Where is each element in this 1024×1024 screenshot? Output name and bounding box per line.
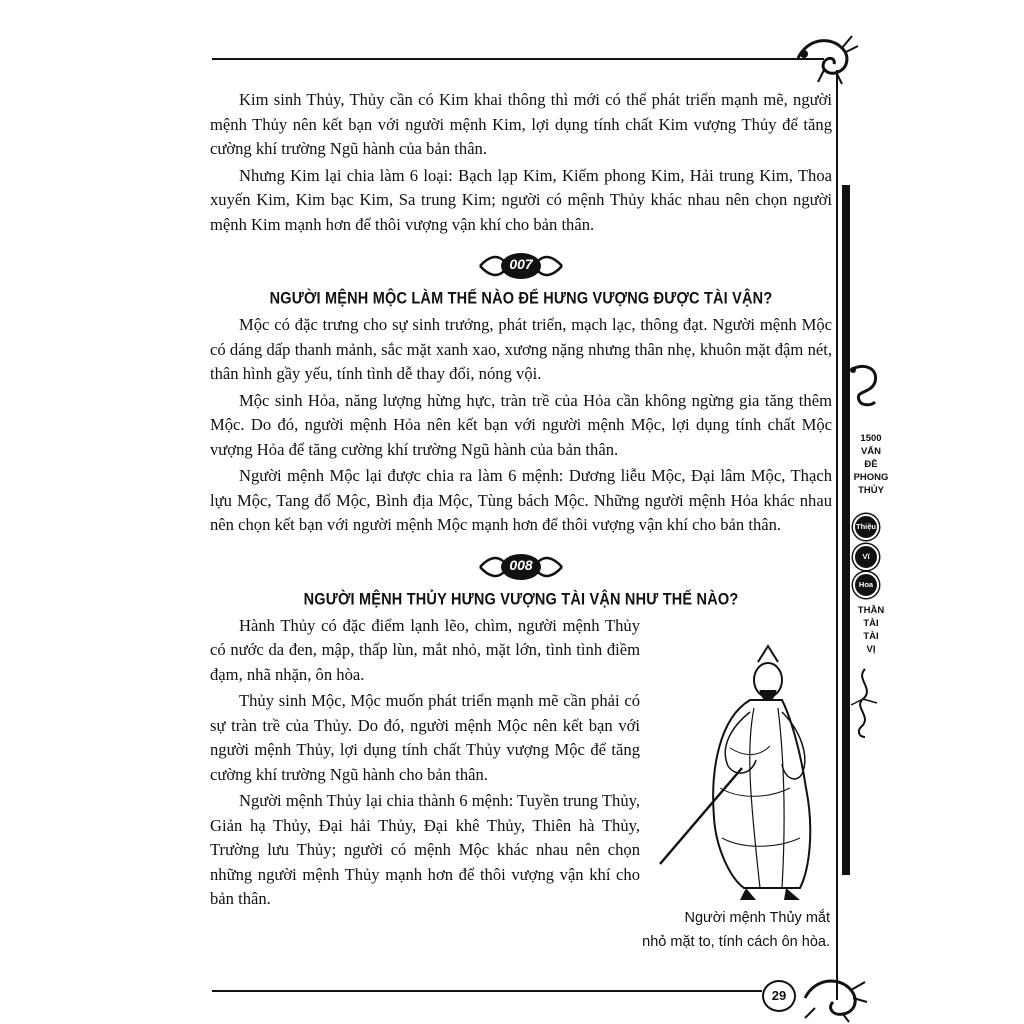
dragon-ornament-top-icon — [790, 28, 860, 88]
section007-paragraph-1: Mộc có đặc trưng cho sự sinh trưởng, phát triển, mạch lạc, thông đạt. Người mệnh Mộc có dáng dấp thanh mảnh, sắc mặt xanh xao, xương nặng nhưng thân nhẹ, khuôn mặt đậm nét, thân hình gầy yếu, tính tình dễ thay đổi, nóng vội. — [210, 315, 832, 383]
scholar-illustration — [650, 638, 830, 938]
section008-body — [210, 614, 832, 912]
section007-paragraph-2: Mộc sinh Hỏa, năng lượng hừng hực, tràn trề của Hỏa cần không ngừng gia tăng thêm Mộc. Do đó, người mệnh Hỏa nên kết bạn với người mệnh Mộc, lợi dụng tính chất Mộc vượng Hỏa để tăng cường khí trường Ngũ hành của bản thân. — [210, 390, 832, 459]
side-tab-circle-2: Vĩ — [853, 544, 879, 570]
frame-bottom-line — [212, 990, 762, 992]
phoenix-ornament-icon — [845, 665, 885, 740]
caption-line-2: nhỏ mặt to, tính cách ôn hòa. — [642, 934, 830, 950]
caption-line-1: Người mệnh Thủy mắt — [684, 910, 830, 926]
section-badge-007 — [476, 249, 566, 283]
side-tab-title — [848, 432, 894, 497]
page-number: 29 — [762, 980, 796, 1012]
section008-text-column — [210, 614, 640, 912]
page-content — [210, 88, 832, 914]
figure-caption — [640, 906, 830, 954]
section-number: 007 — [509, 256, 533, 272]
side-tab-line-2: VẤN — [860, 446, 882, 457]
side-tab-subtitle — [848, 604, 894, 656]
side-tab-circle-3: Hoa — [853, 572, 879, 598]
side-tab-line-4: PHONG — [853, 472, 889, 483]
side-tab-line-3: ĐỀ — [864, 459, 878, 470]
section-number: 008 — [509, 556, 533, 573]
section-title-008: NGƯỜI MỆNH THỦY HƯNG VƯỢNG TÀI VẬN NHƯ THẾ NÀO? — [303, 590, 739, 609]
dragon-ornament-side-icon — [845, 360, 885, 410]
side-tab-sub-2: TÀI — [863, 618, 879, 629]
section007-paragraph-3: Người mệnh Mộc lại được chia ra làm 6 mệnh: Dương liễu Mộc, Đại lâm Mộc, Thạch lựu Mộc, Tang đố Mộc, Bình địa Mộc, Tùng bách Mộc. Những người mệnh Hỏa khác nhau nên chọn kết bạn với người mệnh Mộc mạnh hơn để thôi vượng vận khí cho bản thân. — [210, 466, 832, 534]
intro-paragraph-2: Nhưng Kim lại chia làm 6 loại: Bạch lạp Kim, Kiếm phong Kim, Hải trung Kim, Thoa xuyến Kim, Kim bạc Kim, Sa trung Kim; người có mệnh Thủy khác nhau nên chọn người mệnh Kim mạnh hơn để thôi vượng vận khí cho bản thân. — [210, 165, 832, 234]
side-tab-circle-1: Thiệu — [853, 514, 879, 540]
frame-top-line — [212, 58, 824, 60]
frame-right-line — [836, 70, 838, 1000]
section008-paragraph-2: Thủy sinh Mộc, Mộc muốn phát triển mạnh mẽ cần phải có sự tràn trề của Thủy. Do đó, người mệnh Mộc nên kết bạn với người mệnh Thủy, lợi dụng tính chất Thủy vượng Mộc để tăng cường khí trường Ngũ hành cho bản thân. — [210, 691, 640, 784]
section008-paragraph-3: Người mệnh Thủy lại chia thành 6 mệnh: Tuyền trung Thủy, Giản hạ Thủy, Đại hải Thủy, Đại khê Thủy, Thiên hà Thủy, Trường lưu Thủy; người có mệnh Mộc khác nhau nên chọn những người mệnh Thủy mạnh hơn để thôi vượng vận khí cho bản thân. — [210, 791, 640, 908]
section008-paragraph-1: Hành Thủy có đặc điểm lạnh lẽo, chìm, người mệnh Thủy có nước da đen, mập, thấp lùn, mắt nhỏ, mặt lớn, tình tình điềm đạm, nhã nhặn, ôn hòa. — [210, 615, 640, 684]
side-tab-sub-1: THẦN — [857, 605, 885, 616]
side-tab-sub-3: TÀI — [863, 631, 879, 642]
intro-paragraph-1: Kim sinh Thủy, Thủy cần có Kim khai thông thì mới có thể phát triển mạnh mẽ, người mệnh Thủy nên kết bạn với người mệnh Kim, lợi dụng tính chất Kim vượng Thủy để tăng cường khí trường Ngũ hành của bản thân. — [210, 90, 832, 158]
side-tab-bar — [842, 185, 850, 875]
section-badge-008 — [476, 550, 566, 584]
dragon-ornament-bottom-icon — [795, 968, 870, 1023]
side-tab-line-1: 1500 — [860, 433, 882, 444]
side-tab-line-5: THỦY — [858, 485, 884, 496]
section-title-007: NGƯỜI MỆNH MỘC LÀM THẾ NÀO ĐỂ HƯNG VƯỢNG ĐƯỢC TÀI VẬN? — [269, 289, 773, 309]
side-tab-sub-4: VỊ — [866, 644, 876, 655]
